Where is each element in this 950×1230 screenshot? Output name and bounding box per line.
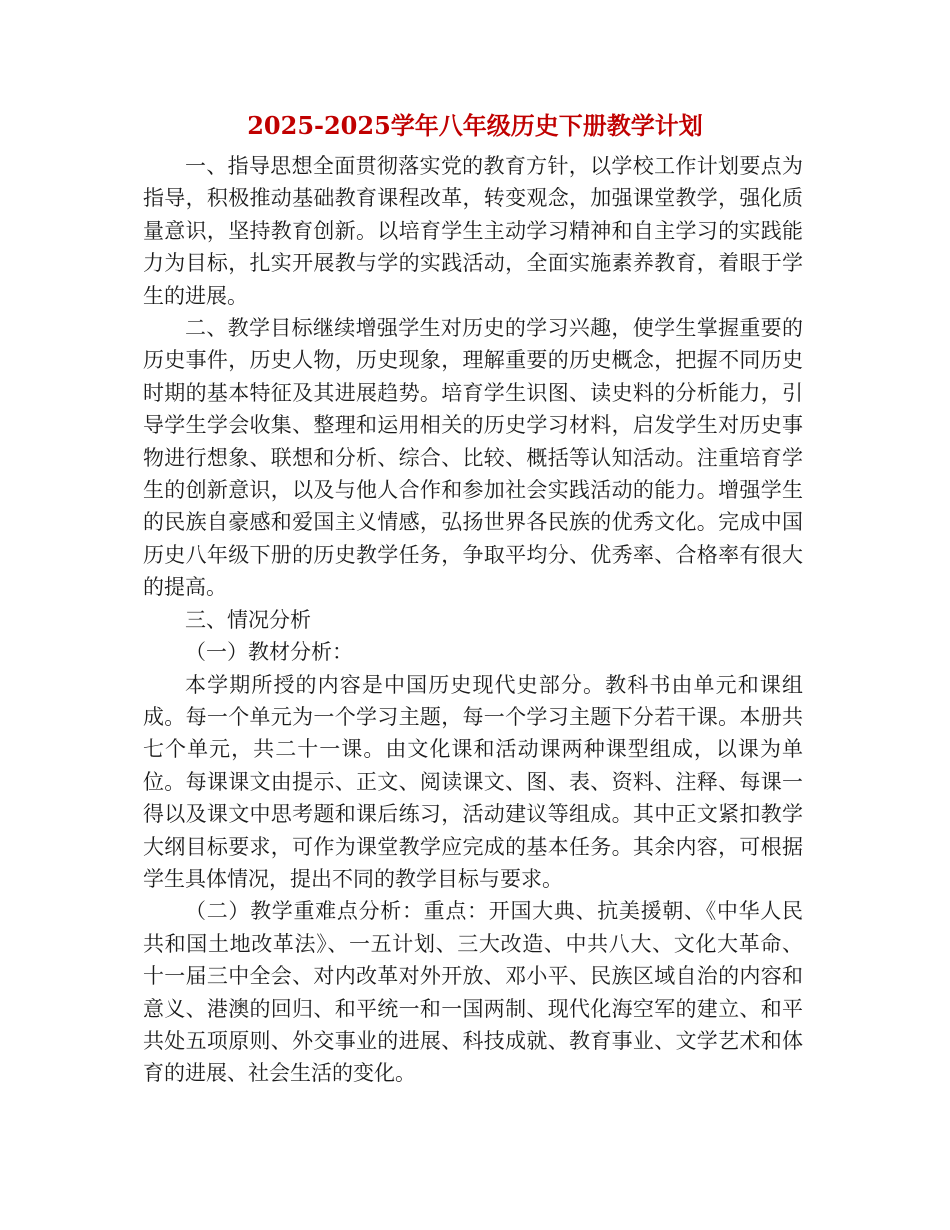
paragraph-textbook-analysis: 本学期所授的内容是中国历史现代史部分。教科书由单元和课组成。每一个单元为一个学习主题，每一个学习主题下分若干课。本册共七个单元，共二十一课。由文化课和活动课两种课型组成，以课为单位。每课课文由提示、正文、阅读课文、图、表、资料、注释、每课一得以及课文中思考题和课后练习，活动建议等组成。其中正文紧扣教学大纲目标要求，可作为课堂教学应完成的基本任务。其余内容，可根据学生具体情况，提出不同的教学目标与要求。 [143, 672, 803, 891]
paragraph-teaching-goals: 二、教学目标继续增强学生对历史的学习兴趣，使学生掌握重要的历史事件，历史人物，历史现象，理解重要的历史概念，把握不同历史时期的基本特征及其进展趋势。培育学生识图、读史料的分析能力，引导学生学会收集、整理和运用相关的历史学习材料，启发学生对历史事物进行想象、联想和分析、综合、比较、概括等认知活动。注重培育学生的创新意识，以及与他人合作和参加社会实践活动的能力。增强学生的民族自豪感和爱国主义情感，弘扬世界各民族的优秀文化。完成中国历史八年级下册的历史教学任务，争取平均分、优秀率、合格率有很大的提高。 [143, 316, 803, 600]
subsection-heading-textbook-analysis: （一）教材分析： [185, 640, 353, 665]
document-body [143, 150, 803, 1090]
section-heading-situation-analysis: 三、情况分析 [185, 607, 311, 632]
paragraph-guiding-ideology: 一、指导思想全面贯彻落实党的教育方针，以学校工作计划要点为指导，积极推动基础教育课程改革，转变观念，加强课堂教学，强化质量意识，坚持教育创新。以培育学生主动学习精神和自主学习的实践能力为目标，扎实开展教与学的实践活动，全面实施素养教育，着眼于学生的进展。 [143, 154, 803, 308]
paragraph-key-points-analysis: （二）教学重难点分析：重点：开国大典、抗美援朝、《中华人民共和国土地改革法》、一五计划、三大改造、中共八大、文化大革命、十一届三中全会、对内改革对外开放、邓小平、民族区域自治的内容和意义、港澳的回归、和平统一和一国两制、现代化海空军的建立、和平共处五项原则、外交事业的进展、科技成就、教育事业、文学艺术和体育的进展、社会生活的变化。 [143, 899, 803, 1086]
document-title: 2025-2025学年八年级历史下册教学计划 [247, 111, 703, 140]
